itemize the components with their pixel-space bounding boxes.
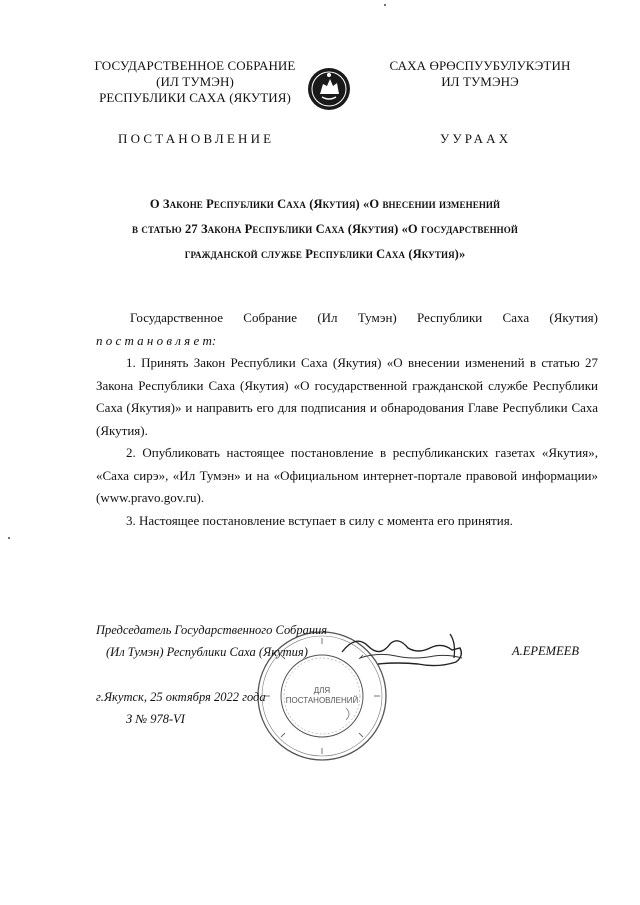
intro-word: Собрание bbox=[243, 310, 298, 325]
intro-word: (Якутия) bbox=[549, 310, 598, 325]
signatory-name: А.ЕРЕМЕЕВ bbox=[512, 644, 579, 658]
item-3: 3. Настоящее постановление вступает в силу с момента его принятия. bbox=[126, 512, 513, 528]
chairman-line-2: (Ил Тумэн) Республики Саха (Якутия) bbox=[106, 645, 308, 659]
chairman-line-1: Председатель Государственного Собрания bbox=[96, 623, 328, 637]
title-line2: в статью 27 Закона Республики Саха (Якутия) «О государственной bbox=[132, 222, 518, 236]
header-right bbox=[360, 58, 600, 90]
intro-word: (Ил bbox=[317, 310, 338, 325]
intro-word: Государственное bbox=[130, 310, 223, 325]
intro-word: Республики bbox=[417, 310, 483, 325]
header-left-line1: ГОСУДАРСТВЕННОЕ СОБРАНИЕ bbox=[94, 58, 296, 73]
header-left-line2: (ИЛ ТУМЭН) bbox=[156, 74, 234, 89]
emblem-logo bbox=[306, 64, 352, 114]
intro-word: Тумэн) bbox=[357, 310, 397, 325]
stamp-center-line2: ПОСТАНОВЛЕНИЙ bbox=[285, 696, 359, 705]
doc-type-left: ПОСТАНОВЛЕНИЕ bbox=[118, 131, 275, 146]
scan-speck bbox=[384, 4, 386, 6]
place-date: г.Якутск, 25 октября 2022 года bbox=[96, 690, 266, 704]
document-body bbox=[96, 307, 598, 532]
doc-type-right: УУРААХ bbox=[440, 131, 512, 146]
title-line1: О Законе Республики Саха (Якутия) «О внесении изменений bbox=[149, 197, 501, 211]
handwritten-signature bbox=[338, 628, 470, 672]
header-right-line2: ИЛ ТУМЭНЭ bbox=[441, 74, 519, 89]
header-right-line1: САХА ӨРӨСПУУБУЛУКЭТИН bbox=[389, 58, 571, 73]
item-1: 1. Принять Закон Республики Саха (Якутия) «О внесении изменений в статью 27 Закона Республики Саха (Якутия) «О государственной гражданской службе Республики Саха (Якутия)» и направить его для подписания и обнародования Главе Республики Саха (Якутия). bbox=[96, 355, 598, 438]
item-2: 2. Опубликовать настоящее постановление в республиканских газетах «Якутия», «Саха сирэ», «Ил Тумэн» и на «Официальном интернет-портале правовой информации» (www.pravo.gov.ru). bbox=[96, 445, 598, 505]
stamp-center-line1: ДЛЯ bbox=[313, 686, 331, 695]
document-title bbox=[60, 192, 590, 267]
intro-word: Саха bbox=[502, 310, 530, 325]
resolves-label: п о с т а н о в л я е т: bbox=[96, 332, 217, 348]
title-line3: гражданской службе Республики Саха (Якутия)» bbox=[184, 247, 466, 261]
scan-speck bbox=[8, 537, 10, 539]
stamp-center-text bbox=[254, 686, 390, 706]
document-number: З № 978-VI bbox=[126, 712, 185, 726]
header-left bbox=[60, 58, 330, 106]
intro-line bbox=[96, 307, 598, 330]
header-left-line3: РЕСПУБЛИКИ САХА (ЯКУТИЯ) bbox=[99, 90, 291, 105]
